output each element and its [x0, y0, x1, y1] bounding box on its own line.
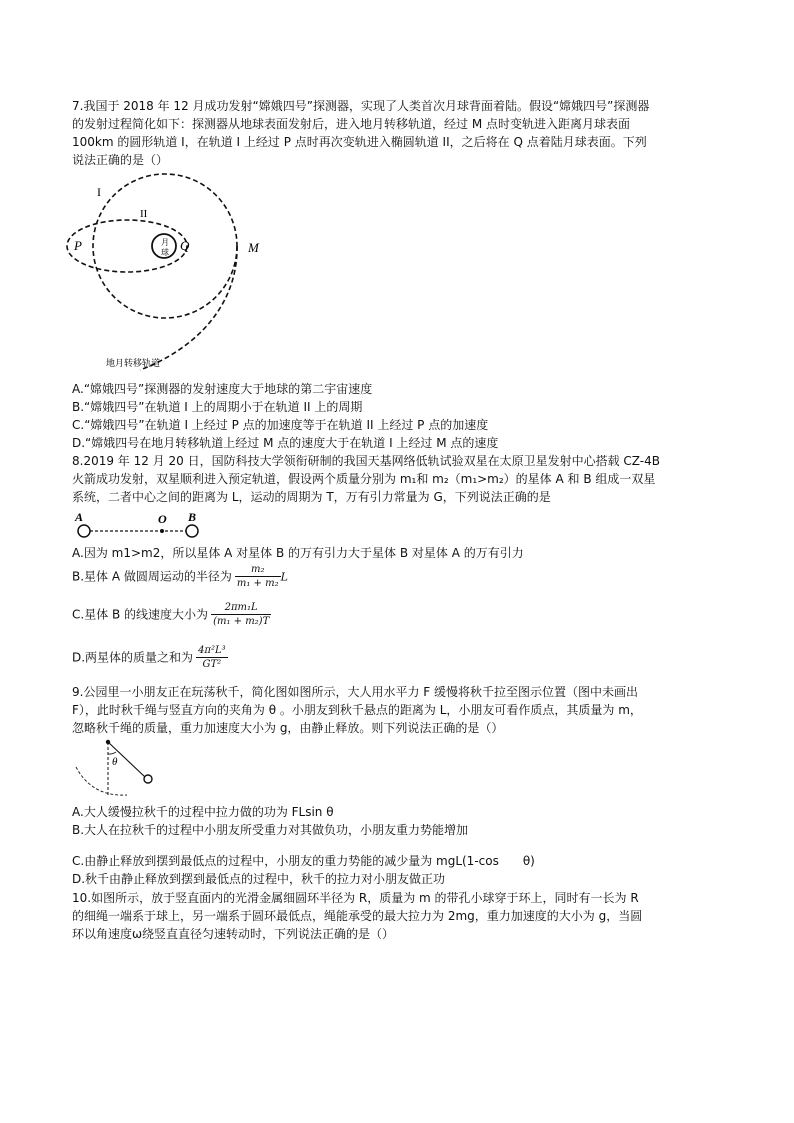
q7-stem-line-1: 7.我国于 2018 年 12 月成功发射“嫦娥四号”探测器，实现了人类首次月球背面着陆。假设“嫦娥四号”探测器: [72, 99, 650, 113]
q8-option-b-text: B.星体 A 做圆周运动的半径为: [72, 569, 232, 584]
q8-option-c: [72, 602, 271, 628]
q9-option-c: C.由静止释放到摆到最低点的过程中，小朋友的重力势能的减少量为 mgL(1-cos θ): [72, 854, 535, 868]
q8-option-d-fraction: [196, 645, 228, 671]
q7-option-a: A.“嫦娥四号”探测器的发射速度大于地球的第二宇宙速度: [72, 382, 373, 396]
q10-stem-line-2: 的细绳一端系于球上，另一端系于圆环最低点，绳能承受的最大拉力为 2mg，重力加速度的大小为 g，当圆: [72, 909, 643, 923]
q9-option-d: D.秋千由静止释放到摆到最低点的过程中，秋千的拉力对小朋友做正功: [72, 872, 446, 886]
q9-swing-diagram: [72, 739, 172, 799]
q8-stem-line-2: 火箭成功发射，双星顺利进入预定轨道，假设两个质量分别为 m₁和 m₂（m₁>m₂）的星体 A 和 B 组成一双星: [72, 472, 656, 486]
point-q-label: Q: [180, 238, 190, 253]
q7-stem-line-2: 的发射过程简化如下：探测器从地球表面发射后，进入地月转移轨道，经过 M 点时变轨进入距离月球表面: [72, 117, 630, 131]
q8-option-b-suffix: L: [280, 570, 288, 584]
q8-option-c-denominator: (m₁ + m₂)T: [213, 616, 270, 627]
q10-stem-line-1: 10.如图所示，放于竖直面内的光滑金属细圆环半径为 R，质量为 m 的带孔小球穿于环上，同时有一长为 R: [72, 891, 639, 905]
q8-option-a: A.因为 m1>m2，所以星体 A 对星体 B 的万有引力大于星体 B 对星体 A 的万有引力: [72, 546, 524, 560]
q8-option-b: [72, 564, 288, 590]
q8-option-d-text: D.两星体的质量之和为: [72, 650, 194, 665]
q8-binary-star-diagram: [72, 509, 212, 541]
q9-stem-line-3: 忽略秋千绳的质量，重力加速度大小为 g，由静止释放。则下列说法正确的是（）: [72, 721, 504, 735]
q8-option-b-numerator: m₂: [235, 564, 281, 577]
q8-option-d-denominator: GT²: [202, 659, 222, 670]
q7-option-b: B.“嫦娥四号”在轨道 I 上的周期小于在轨道 II 上的周期: [72, 400, 363, 414]
star-a-label: A: [75, 510, 84, 524]
moon-label-2: 球: [161, 248, 169, 257]
transfer-orbit-label: 地月转移轨道: [106, 359, 161, 369]
q7-stem-line-3: 100km 的圆形轨道 I，在轨道 I 上经过 P 点时再次变轨进入椭圆轨道 II，之后将在 Q 点着陆月球表面。下列: [72, 135, 647, 149]
q8-option-c-numerator: 2πm₁L: [211, 602, 271, 615]
q7-stem-line-4: 说法正确的是（）: [72, 153, 169, 167]
q10-stem-line-3: 环以角速度ω绕竖直直径匀速转动时，下列说法正确的是（）: [72, 927, 395, 941]
q9-option-b: B.大人在拉秋千的过程中小朋友所受重力对其做负功，小朋友重力势能增加: [72, 823, 469, 837]
q7-orbit-diagram: [74, 172, 280, 377]
angle-arc: [108, 752, 116, 754]
center-point: [160, 529, 164, 533]
star-b-circle: [186, 525, 198, 537]
q7-option-d: D.“嫦娥四号在地月转移轨道上经过 M 点的速度大于在轨道 I 上经过 M 点的速度: [72, 436, 499, 450]
q9-stem-line-2: F），此时秋千绳与竖直方向的夹角为 θ 。小朋友到秋千悬点的距离为 L，小朋友可看作质点，其质量为 m，: [72, 703, 642, 717]
q8-option-c-fraction: [211, 602, 271, 628]
q8-option-b-fraction: [235, 564, 281, 590]
q8-stem-line-3: 系统，二者中心之间的距离为 L，运动的周期为 T，万有引力常量为 G，下列说法正确的是: [72, 490, 551, 504]
star-a-circle: [78, 525, 90, 537]
q7-option-c: C.“嫦娥四号”在轨道 I 上经过 P 点的加速度等于在轨道 II 上经过 P 点的加速度: [72, 418, 489, 432]
point-p-label: P: [74, 238, 82, 253]
theta-label: θ: [112, 756, 118, 768]
orbit-2-label: II: [140, 208, 148, 220]
q8-option-d: [72, 645, 228, 671]
q8-stem-line-1: 8.2019 年 12 月 20 日，国防科技大学领衔研制的我国天基网络低轨试验双星在太原卫星发射中心搭载 CZ-4B: [72, 454, 661, 468]
q9-option-a: A.大人缓慢拉秋千的过程中拉力做的功为 FLsin θ: [72, 805, 334, 819]
q8-option-c-text: C.星体 B 的线速度大小为: [72, 607, 209, 622]
transfer-orbit-path: [140, 246, 237, 370]
center-o-label: O: [158, 512, 167, 526]
q8-option-b-denominator: m₁ + m₂: [236, 578, 279, 589]
q9-stem-line-1: 9.公园里一小朋友正在玩荡秋千，简化图如图所示，大人用水平力 F 缓慢将秋千拉至图示位置（图中未画出: [72, 685, 638, 699]
swing-arc-path: [76, 767, 127, 795]
star-b-label: B: [188, 510, 197, 524]
point-m-label: M: [248, 240, 259, 255]
orbit-1-label: I: [97, 185, 101, 199]
child-point: [144, 775, 152, 783]
q8-option-d-numerator: 4π²L³: [198, 645, 226, 656]
moon-label-1: 月: [161, 238, 169, 247]
